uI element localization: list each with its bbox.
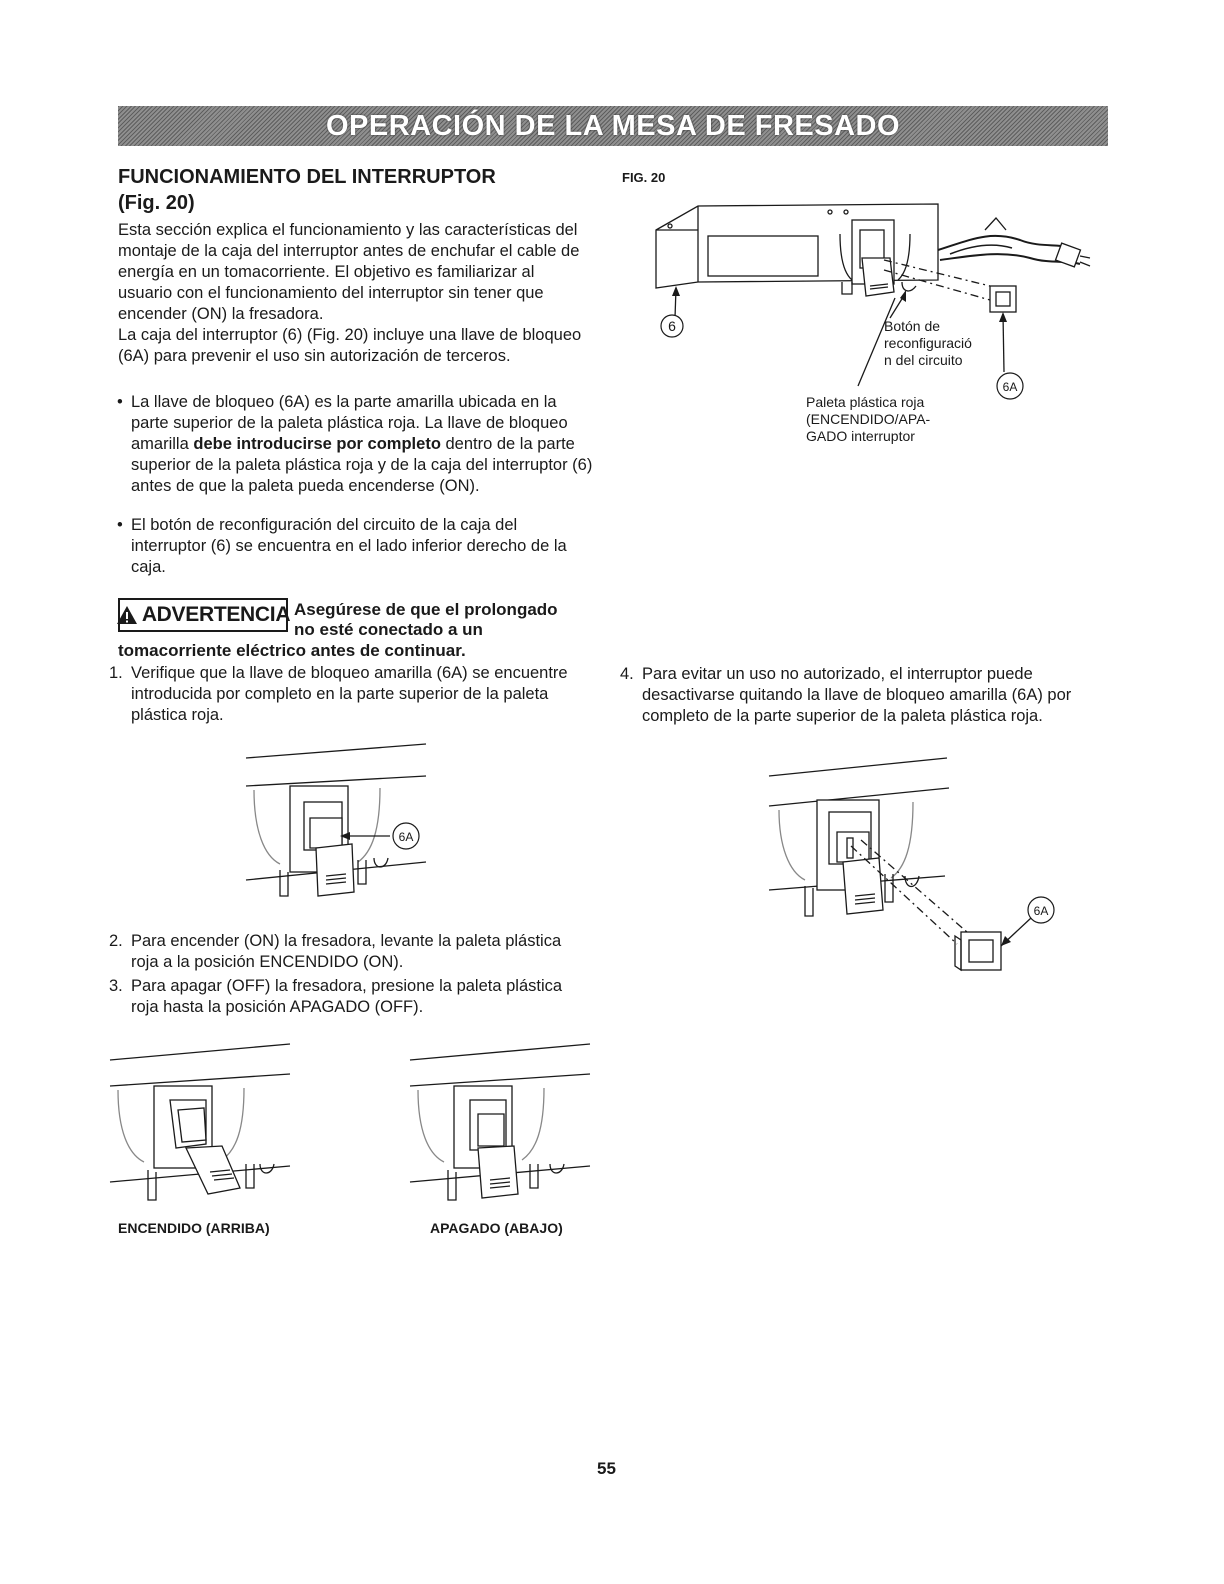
figure-label: FIG. 20 bbox=[622, 170, 666, 185]
bullet-dot: • bbox=[117, 516, 123, 534]
bullet-bold-text: debe introducirse por completo bbox=[193, 435, 441, 453]
step-4 bbox=[620, 664, 1082, 727]
step-number: 1. bbox=[109, 664, 123, 682]
reset-button-callout bbox=[884, 318, 972, 369]
section-title-text: FUNCIONAMIENTO DEL INTERRUPTOR bbox=[118, 166, 496, 188]
callout-6a: 6A bbox=[1033, 904, 1049, 918]
callout-line: n del circuito bbox=[884, 352, 963, 368]
step-number: 4. bbox=[620, 665, 634, 683]
step-2 bbox=[109, 931, 593, 973]
page-number: 55 bbox=[597, 1459, 616, 1478]
callout-6a: 6A bbox=[1002, 380, 1018, 394]
switch-off-illustration bbox=[404, 1040, 594, 1210]
banner-title: OPERACIÓN DE LA MESA DE FRESADO bbox=[325, 109, 901, 142]
section-title bbox=[118, 164, 598, 216]
bullet-text: dentro de la parte superior de la paleta plástica roja y de la caja del interruptor (6) antes de que la paleta pueda encenderse (ON). bbox=[131, 435, 593, 495]
step-text: Para apagar (OFF) la fresadora, presione la paleta plástica roja hasta la posición APAGADO (OFF). bbox=[131, 977, 563, 1016]
callout-6: 6 bbox=[668, 318, 676, 334]
callout-line: (ENCENDIDO/APA- bbox=[806, 411, 931, 427]
key-inserted-illustration bbox=[240, 740, 440, 910]
bullet-item-reset-button bbox=[117, 515, 593, 578]
key-removed-illustration bbox=[765, 756, 1065, 996]
step-text: Para evitar un uso no autorizado, el interruptor puede desactivarse quitando la llave de bloqueo amarilla (6A) por completo de la parte superior de la paleta plástica roja. bbox=[642, 665, 1072, 725]
intro-paragraph-2: La caja del interruptor (6) (Fig. 20) incluye una llave de bloqueo (6A) para prevenir el uso sin autorización de terceros. bbox=[118, 326, 582, 365]
bullet-text: El botón de reconfiguración del circuito de la caja del interruptor (6) se encuentra en el lado inferior derecho de la caja. bbox=[131, 516, 567, 576]
step-text: Para encender (ON) la fresadora, levante la paleta plástica roja a la posición ENCENDIDO (ON). bbox=[131, 932, 562, 971]
section-title-fig: (Fig. 20) bbox=[118, 192, 195, 214]
warning-label bbox=[118, 598, 291, 632]
section-banner bbox=[118, 106, 1108, 146]
switch-on-illustration bbox=[104, 1040, 294, 1210]
bullet-dot: • bbox=[117, 393, 123, 411]
step-1 bbox=[109, 663, 593, 726]
step-text: Verifique que la llave de bloqueo amarilla (6A) se encuentre introducida por completo en la parte superior de la paleta plástica roja. bbox=[131, 664, 568, 724]
intro-paragraph-1: Esta sección explica el funcionamiento y las características del montaje de la caja del interruptor antes de enchufar el cable de energía en un tomacorriente. El objetivo es familiarizar al usuario con el funcionamiento del interruptor sin tener que encender (ON) la fresadora. bbox=[118, 221, 580, 323]
callout-line: Paleta plástica roja bbox=[806, 394, 925, 410]
bullet-text: La llave de bloqueo (6A) es la parte amarilla ubicada en la parte superior de la paleta plástica roja. La llave de bloqueo amarilla bbox=[131, 393, 568, 453]
step-3 bbox=[109, 976, 593, 1018]
callout-6a: 6A bbox=[398, 830, 414, 844]
step-number: 3. bbox=[109, 977, 123, 995]
warning-text-2: no esté conectado a un bbox=[294, 620, 483, 639]
warning-triangle-icon bbox=[116, 605, 138, 625]
callout-line: Botón de bbox=[884, 318, 941, 334]
paddle-callout bbox=[806, 394, 930, 445]
caption-off: APAGADO (ABAJO) bbox=[430, 1220, 563, 1236]
warning-text-3: tomacorriente eléctrico antes de continuar. bbox=[118, 641, 466, 660]
caption-on: ENCENDIDO (ARRIBA) bbox=[118, 1220, 270, 1236]
warning-label-text: ADVERTENCIA bbox=[141, 603, 291, 626]
step-number: 2. bbox=[109, 932, 123, 950]
callout-line: GADO interruptor bbox=[806, 428, 915, 444]
callout-line: reconfiguració bbox=[884, 335, 972, 351]
bullet-item-lock-key bbox=[117, 392, 593, 497]
warning-text-1: Asegúrese de que el prolongado bbox=[294, 600, 558, 619]
